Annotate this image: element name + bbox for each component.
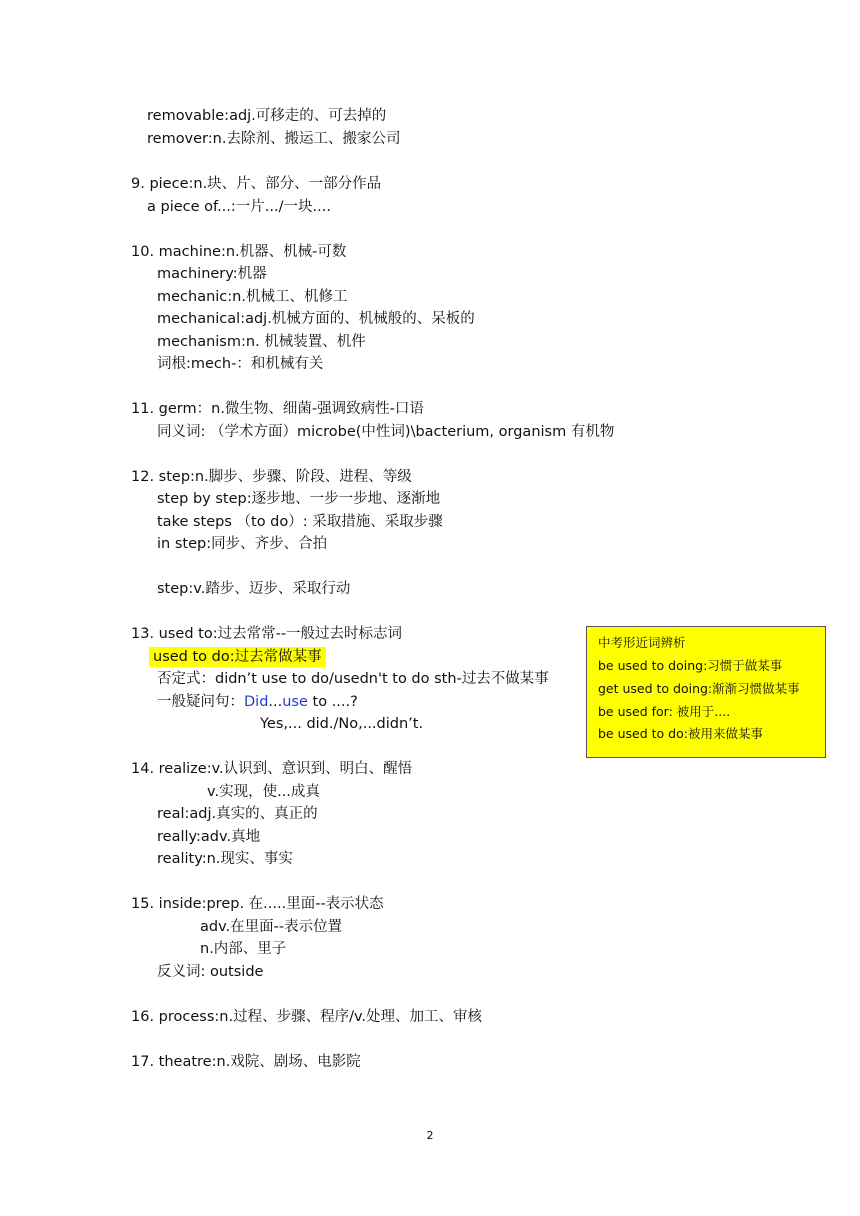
question-suffix: to ....?	[307, 694, 358, 710]
heading-realize: 14. realize:v.认识到、意识到、明白、醒悟	[131, 761, 413, 777]
line-reality: reality:n.现实、事实	[157, 851, 293, 867]
note-item: be used to do:被用来做某事	[598, 726, 763, 741]
line-inside-adv: adv.在里面--表示位置	[200, 919, 343, 935]
heading-machine: 10. machine:n.机器、机械-可数	[131, 244, 347, 260]
line-a-piece-of: a piece of...:一片.../一块....	[147, 199, 331, 215]
heading-process: 16. process:n.过程、步骤、程序/v.处理、加工、审核	[131, 1009, 483, 1025]
line-really: really:adv.真地	[157, 829, 261, 845]
note-title: 中考形近词辨析	[598, 635, 686, 650]
line-machinery: machinery:机器	[157, 266, 267, 282]
note-box	[586, 626, 826, 758]
line-inside-n: n.内部、里子	[200, 941, 287, 957]
line-inside-antonym: 反义词: outside	[157, 964, 264, 980]
note-item: get used to doing:渐渐习惯做某事	[598, 681, 800, 696]
heading-used-to: 13. used to:过去常常--一般过去时标志词	[131, 626, 403, 642]
question-use: use	[282, 694, 308, 710]
line-answer: Yes,... did./No,...didn’t.	[260, 716, 424, 732]
line-step-verb: step:v.踏步、迈步、采取行动	[157, 581, 351, 597]
line-real: real:adj.真实的、真正的	[157, 806, 318, 822]
line-removable: removable:adj.可移走的、可去掉的	[147, 108, 387, 124]
heading-theatre: 17. theatre:n.戏院、剧场、电影院	[131, 1054, 361, 1070]
line-mechanism: mechanism:n. 机械装置、机件	[157, 334, 366, 350]
line-germ-synonym: 同义词: （学术方面）microbe(中性词)\bacterium, organism 有机物	[157, 424, 615, 440]
line-root-mech: 词根:mech-：和机械有关	[157, 356, 324, 372]
line-take-steps: take steps （to do）: 采取措施、采取步骤	[157, 514, 443, 530]
page-number: 2	[426, 1129, 434, 1142]
line-question	[157, 692, 358, 712]
line-realize-2: v.实现，使...成真	[207, 784, 320, 800]
line-in-step: in step:同步、齐步、合拍	[157, 536, 328, 552]
line-mechanical: mechanical:adj.机械方面的、机械般的、呆板的	[157, 311, 475, 327]
question-dots: ...	[268, 694, 283, 710]
note-item: be used for: 被用于....	[598, 704, 731, 719]
line-remover: remover:n.去除剂、搬运工、搬家公司	[147, 131, 401, 147]
note-item: be used to doing:习惯于做某事	[598, 658, 783, 673]
highlight-used-to-do: used to do:过去常做某事	[149, 647, 326, 667]
heading-germ: 11. germ：n.微生物、细菌-强调致病性-口语	[131, 401, 424, 417]
line-step-by-step: step by step:逐步地、一步一步地、逐渐地	[157, 491, 441, 507]
line-negative: 否定式：didn’t use to do/usedn't to do sth-过去不做某事	[157, 671, 549, 687]
heading-piece: 9. piece:n.块、片、部分、一部分作品	[131, 176, 382, 192]
question-did: Did	[244, 694, 269, 710]
heading-step: 12. step:n.脚步、步骤、阶段、进程、等级	[131, 469, 412, 485]
heading-inside: 15. inside:prep. 在.....里面--表示状态	[131, 896, 384, 912]
question-prefix: 一般疑问句：	[157, 694, 244, 710]
line-mechanic: mechanic:n.机械工、机修工	[157, 289, 348, 305]
